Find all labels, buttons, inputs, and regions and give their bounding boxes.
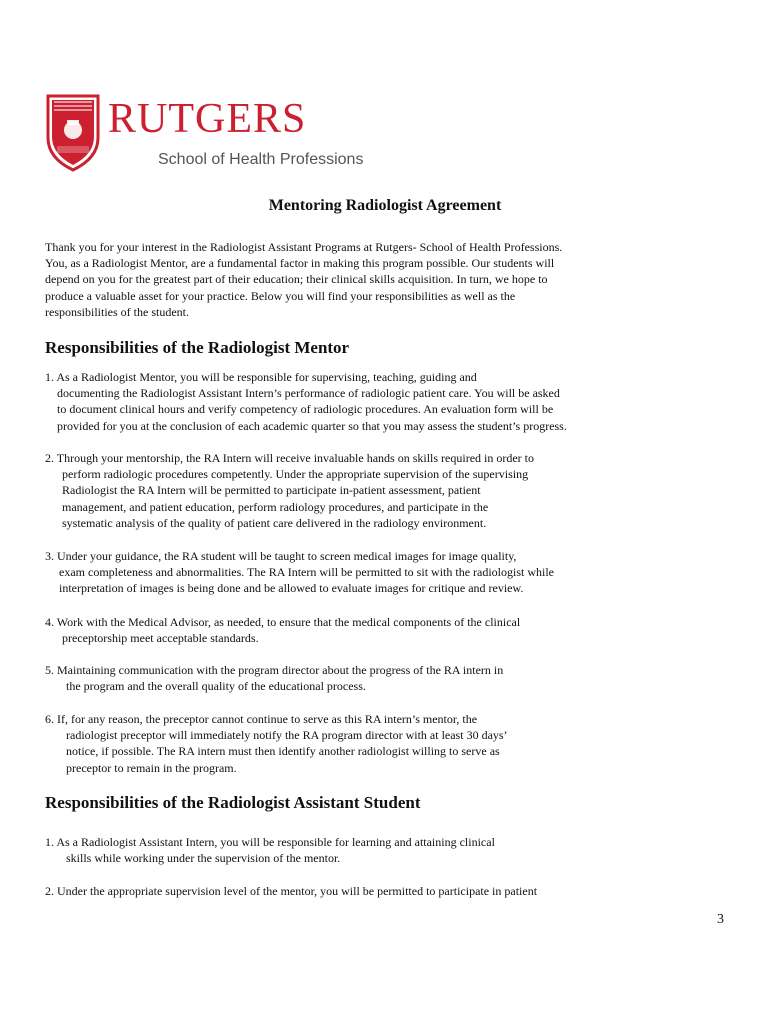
mentor-item-5 [45, 662, 665, 694]
mentor-item-1 [45, 369, 665, 434]
item-line: 2. Under the appropriate supervision level of the mentor, you will be permitted to participate in patient [45, 884, 538, 898]
item-line: to document clinical hours and verify competency of radiologic procedures. An evaluation form will be [57, 402, 554, 417]
item-line: the program and the overall quality of the educational process. [66, 679, 366, 694]
rutgers-logo [44, 92, 364, 184]
item-line: preceptor to remain in the program. [66, 760, 237, 775]
intro-line: Thank you for your interest in the Radiologist Assistant Programs at Rutgers- School of Health Professions. [45, 240, 563, 254]
item-line: radiologist preceptor will immediately notify the RA program director with at least 30 days’ [66, 728, 508, 743]
mentor-item-2 [45, 450, 665, 531]
item-line: Radiologist the RA Intern will be permitted to participate in-patient assessment, patient [62, 483, 481, 498]
rutgers-shield-icon [44, 92, 102, 172]
item-line: 1. As a Radiologist Mentor, you will be responsible for supervising, teaching, guiding and [45, 370, 477, 384]
student-section-heading: Responsibilities of the Radiologist Assistant Student [45, 793, 421, 812]
item-line: notice, if possible. The RA intern must then identify another radiologist willing to serve as [66, 744, 500, 759]
item-line: exam completeness and abnormalities. The RA Intern will be permitted to sit with the radiologist while [59, 565, 555, 580]
item-line: skills while working under the supervision of the mentor. [66, 851, 341, 866]
item-line: documenting the Radiologist Assistant Intern’s performance of radiologic patient care. You will be asked [57, 386, 560, 401]
item-line: 2. Through your mentorship, the RA Intern will receive invaluable hands on skills required in order to [45, 451, 535, 465]
mentor-section-heading: Responsibilities of the Radiologist Mentor [45, 338, 350, 357]
item-line: 4. Work with the Medical Advisor, as needed, to ensure that the medical components of the clinical [45, 615, 521, 629]
item-line: 5. Maintaining communication with the program director about the progress of the RA intern in [45, 663, 504, 677]
item-line: 1. As a Radiologist Assistant Intern, you will be responsible for learning and attaining clinical [45, 835, 495, 849]
item-line: preceptorship meet acceptable standards. [62, 631, 259, 646]
mentor-item-4 [45, 614, 665, 646]
school-name: School of Health Professions [158, 151, 364, 168]
item-line: 6. If, for any reason, the preceptor cannot continue to serve as this RA intern’s mentor, the [45, 712, 478, 726]
page-number: 3 [717, 912, 724, 927]
student-item-1 [45, 834, 665, 866]
intro-line: You, as a Radiologist Mentor, are a fundamental factor in making this program possible. Our students will [45, 256, 555, 271]
mentor-item-3 [45, 548, 665, 597]
item-line: 3. Under your guidance, the RA student will be taught to screen medical images for image quality, [45, 549, 517, 563]
mentor-item-6 [45, 711, 665, 776]
intro-line: depend on you for the greatest part of their education; their clinical skills acquisition. In turn, we hope to [45, 272, 548, 287]
item-line: perform radiologic procedures competently. Under the appropriate supervision of the supervising [62, 467, 529, 482]
student-item-2 [45, 883, 665, 899]
item-line: systematic analysis of the quality of patient care delivered in the radiology environment. [62, 515, 487, 530]
intro-line: produce a valuable asset for your practice. Below you will find your responsibilities as well as the [45, 288, 516, 303]
intro-line: responsibilities of the student. [45, 304, 189, 319]
brand-name: RUTGERS [108, 96, 307, 142]
item-line: interpretation of images is being done and be allowed to evaluate images for critique and review. [59, 581, 524, 596]
document-title: Mentoring Radiologist Agreement [268, 197, 502, 214]
item-line: provided for you at the conclusion of each academic quarter so that you may assess the student’s progress. [57, 418, 567, 433]
item-line: management, and patient education, perform radiology procedures, and participate in the [62, 499, 489, 514]
intro-paragraph [45, 239, 665, 320]
